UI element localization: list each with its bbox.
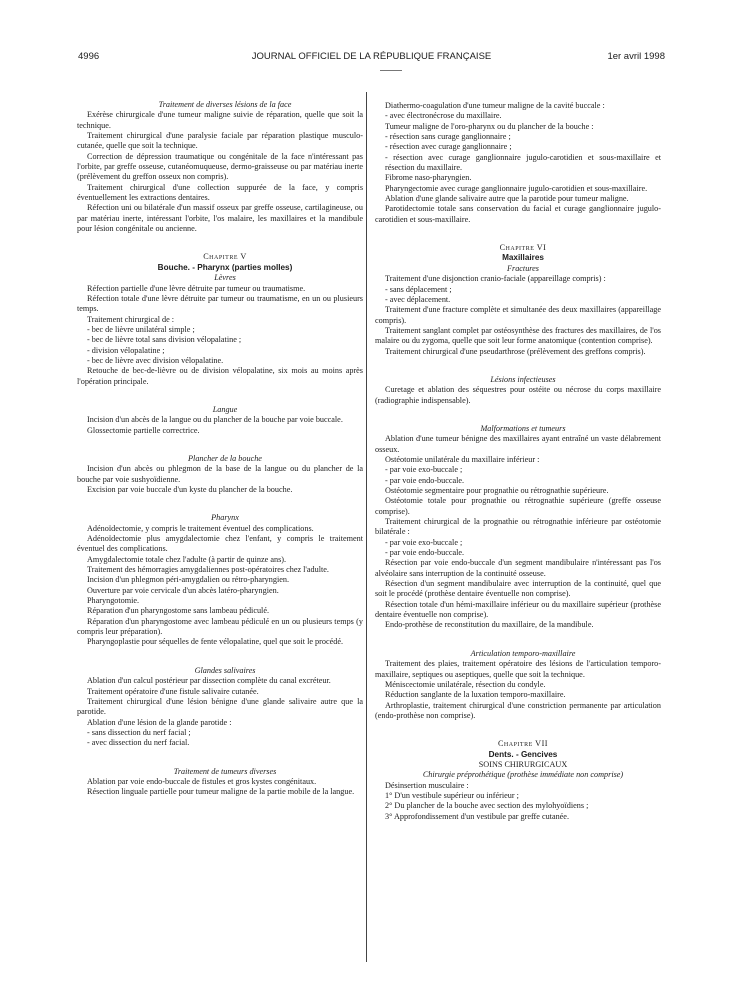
journal-title: JOURNAL OFFICIEL DE LA RÉPUBLIQUE FRANÇAISE [251,51,492,62]
paragraph: Traitement d'une disjonction cranio-faciale (appareillage compris) : [385,274,606,284]
chapter-title: Bouche. - Pharynx (parties molles) [157,262,293,272]
chapter-label: Chapitre VII [497,739,549,749]
paragraph: Réfection partielle d'une lèvre détruite par tumeur ou traumatisme. [87,283,306,293]
paragraph: Ablation d'une lésion de la glande parotide : [87,717,232,727]
paragraph: Ablation par voie endo-buccale de fistules et gros kystes congénitaux. [87,776,317,786]
paragraph: Résection d'un segment mandibulaire avec interruption de la continuité, quel que soit le procédé (prothèse dentaire éventuelle non comprise). [375,579,661,599]
section-title: Pharynx [211,513,239,523]
header-rule [380,70,402,71]
paragraph: Incision d'un abcès ou phlegmon de la base de la langue ou du plancher de la bouche par voie sushyoïdienne. [77,464,363,484]
paragraph: Traitement chirurgical d'une pseudarthrose (prélèvement des greffons compris). [385,346,646,356]
paragraph: Exérèse chirurgicale d'une tumeur maligne suivie de réparation, quelle que soit la technique. [77,110,363,130]
paragraph: Réduction sanglante de la luxation temporo-maxillaire. [385,690,566,700]
list-item: - avec électronécrose du maxillaire. [385,111,502,121]
list-item: - par voie exo-buccale ; [385,465,463,475]
paragraph: Ablation d'une tumeur bénigne des maxillaires ayant entraîné un vaste délabrement osseux. [375,434,661,454]
section-title: Chirurgie préprothétique (prothèse immédiate non comprise) [422,770,624,780]
subsection-heading: SOINS CHIRURGICAUX [478,759,568,769]
paragraph: Ostéotomie unilatérale du maxillaire inférieur : [385,454,540,464]
list-item: - bec de lièvre total sans division vélopalatine ; [87,335,242,345]
section-title: Malformations et tumeurs [480,423,566,433]
paragraph: Résection totale d'un hémi-maxillaire inférieur ou du maxillaire supérieur (prothèse dentaire éventuelle non comprise). [375,599,661,620]
paragraph: Amygdalectomie totale chez l'adulte (à partir de quinze ans). [87,554,287,564]
list-item: - par voie endo-buccale. [385,475,465,485]
list-item: - par voie exo-buccale ; [385,537,463,547]
list-item: - avec dissection du nerf facial. [87,738,190,748]
paragraph: Parotidectomie totale sans conservation du facial et curage ganglionnaire jugulo-carotidien et sous-maxillaire. [375,204,661,224]
paragraph: Diathermo-coagulation d'une tumeur maligne de la cavité buccale : [385,101,605,110]
right-column [375,101,661,822]
paragraph: Réparation d'un pharyngostome avec lambeau pédiculé en un ou plusieurs temps (y compris leur préparation). [77,616,363,637]
paragraph: Fibrome naso-pharyngien. [385,173,472,183]
chapter-title: Dents. - Gencives [488,749,558,759]
page-header [78,51,665,65]
paragraph: Ablation d'une glande salivaire autre que la parotide pour tumeur maligne. [385,194,629,204]
section-title: Glandes salivaires [194,665,256,675]
paragraph: Adénoïdectomie, y compris le traitement éventuel des complications. [87,523,314,533]
paragraph: Correction de dépression traumatique ou congénitale de la face n'intéressant pas l'orbite, par greffe osseuse, cutanéomuqueuse, dermo-graisseuse ou par matériau inerte (prélèvement du greffon osseux non compris). [77,151,363,182]
paragraph: Glossectomie partielle correctrice. [87,425,200,435]
paragraph: Traitement chirurgical d'une collection suppurée de la face, y compris éventuellement les extractions dentaires. [77,182,363,203]
section-title: Fractures [507,263,539,273]
list-item: 3° Approfondissement d'un vestibule par greffe cutanée. [385,811,569,821]
paragraph: Réparation d'un pharyngostome sans lambeau pédiculé. [87,606,270,616]
list-item: - bec de lièvre unilatéral simple ; [87,324,195,334]
paragraph: Ostéotomie segmentaire pour prognathie ou rétrognathie supérieure. [385,486,609,495]
list-item: - par voie endo-buccale. [385,548,465,558]
paragraph: Arthroplastie, traitement chirurgical d'une constriction permanente par articulation (endo-prothèse non comprise). [375,700,661,720]
paragraph: Traitement des hémorragies amygdaliennes post-opératoires chez l'adulte. [87,565,329,575]
paragraph: Traitement sanglant complet par ostéosynthèse des fractures des maxillaires, de l'os malaire ou du zygoma, quelle que soit leur forme anatomique (contention comprise). [375,325,661,346]
paragraph: Traitement des plaies, traitement opératoire des lésions de l'articulation temporo-maxillaire, septiques ou aseptiques, quelle que soit la technique. [375,659,661,679]
section-title: Langue [212,404,238,414]
list-item: - division vélopalatine ; [87,345,165,355]
list-item: - résection avec curage ganglionnaire jugulo-carotidien et sous-maxillaire et résection du maxillaire. [385,152,661,173]
paragraph: Ouverture par voie cervicale d'un abcès latéro-pharyngien. [87,585,279,595]
section-title: Traitement de diverses lésions de la face [158,100,292,109]
paragraph: Résection par voie endo-buccale d'un segment mandibulaire n'intéressant pas l'os alvéolaire sans interruption de la continuité osseuse. [375,558,661,578]
list-item: - avec déplacement. [385,294,451,304]
paragraph: Méniscectomie unilatérale, résection du condyle. [385,679,546,689]
chapter-title: Maxillaires [502,253,544,263]
paragraph: Traitement d'une fracture complète et simultanée des deux maxillaires (appareillage compris). [375,305,661,325]
paragraph: Traitement chirurgical de : [87,314,175,324]
section-title: Articulation temporo-maxillaire [470,648,576,658]
section-title: Plancher de la bouche [188,453,262,463]
paragraph: Réfection totale d'une lèvre détruite par tumeur ou traumatisme, en un ou plusieurs temps. [77,293,363,314]
paragraph: Désinsertion musculaire : [385,780,469,790]
paragraph: Incision d'un abcès de la langue ou du plancher de la bouche par voie buccale. [87,415,343,425]
chapter-label: Chapitre V [203,252,247,262]
list-item: - sans dissection du nerf facial ; [87,727,191,737]
paragraph: Pharyngectomie avec curage ganglionnaire jugulo-carotidien et sous-maxillaire. [385,183,648,193]
chapter-label: Chapitre VI [499,243,547,253]
paragraph: Adénoïdectomie plus amygdalectomie chez l'enfant, y compris le traitement éventuel des complications. [77,534,363,554]
paragraph: Réfection uni ou bilatérale d'un massif osseux par greffe osseuse, cartilagineuse, ou par matériau inerte, intéressant l'orbite, l'os malaire, les maxillaires et la mandibule pour lésion congénitale ou ancienne. [77,203,363,234]
list-item: - résection avec curage ganglionnaire ; [385,142,512,152]
paragraph: Pharyngoplastie pour séquelles de fente vélopalatine, quel que soit le procédé. [87,637,344,647]
paragraph: Ablation d'un calcul postérieur par dissection complète du canal excréteur. [87,676,331,686]
paragraph: Curetage et ablation des séquestres pour ostéite ou nécrose du corps maxillaire (radiographie indispensable). [375,385,661,405]
paragraph: Endo-prothèse de reconstitution du maxillaire, de la mandibule. [385,620,594,630]
paragraph: Traitement chirurgical d'une lésion bénigne d'une glande salivaire autre que la parotide. [77,696,363,717]
paragraph: Pharyngotomie. [87,596,140,606]
list-item: - sans déplacement ; [385,284,452,294]
paragraph: Ostéotomie totale pour prognathie ou rétrognathie supérieure (greffe osseuse comprise). [375,496,661,516]
paragraph: Résection linguale partielle pour tumeur maligne de la partie mobile de la langue. [87,787,355,797]
list-item: - résection sans curage ganglionnaire ; [385,132,511,142]
paragraph: Tumeur maligne de l'oro-pharynx ou du plancher de la bouche : [385,121,594,131]
issue-date: 1er avril 1998 [607,51,665,62]
paragraph: Retouche de bec-de-lièvre ou de division vélopalatine, six mois au moins après l'opération principale. [77,366,363,386]
paragraph: Traitement opératoire d'une fistule salivaire cutanée. [87,686,259,696]
paragraph: Traitement chirurgical de la prognathie ou rétrognathie inférieure par ostéotomie bilatérale : [375,517,661,537]
page-number: 4996 [78,51,100,62]
list-item: 1° D'un vestibule supérieur ou inférieur ; [385,790,519,800]
paragraph: Excision par voie buccale d'un kyste du plancher de la bouche. [87,485,293,494]
section-title: Lésions infectieuses [490,374,556,384]
list-item: 2° Du plancher de la bouche avec section des mylohyoïdiens ; [385,801,589,811]
left-column [77,100,363,798]
section-title: Traitement de tumeurs diverses [173,766,277,776]
section-title: Lèvres [214,273,236,283]
paragraph: Traitement chirurgical d'une paralysie faciale par réparation plastique musculo-cutanée, quelle que soit la technique. [77,131,363,151]
list-item: - bec de lièvre avec division vélopalatine. [87,355,224,365]
column-divider [366,92,367,962]
paragraph: Incision d'un phlegmon péri-amygdalien ou rétro-pharyngien. [87,575,290,585]
